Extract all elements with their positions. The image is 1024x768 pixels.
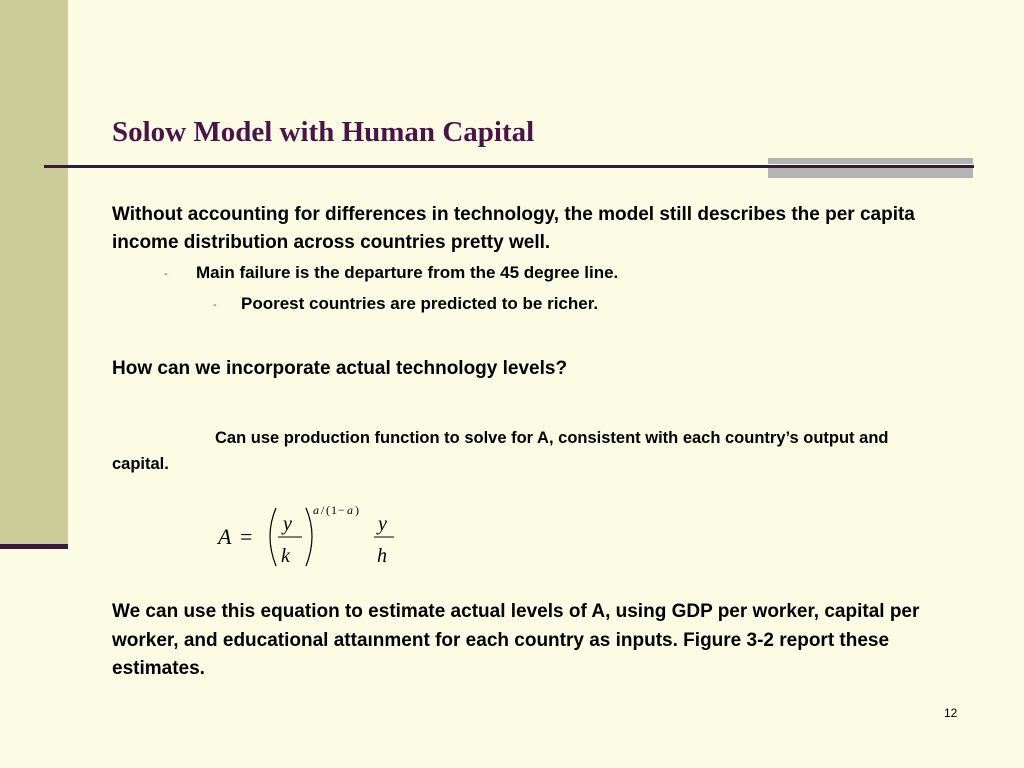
bullet-item-main-failure: Main failure is the departure from the 45 degree line. xyxy=(196,263,619,282)
paragraph-intro: Without accounting for differences in technology, the model still describes the per capita income distribution across countries pretty well. xyxy=(112,204,915,253)
paragraph-question: How can we incorporate actual technology levels? xyxy=(112,358,568,379)
equation-exponent-open: ( xyxy=(326,503,330,517)
equation-technology-level xyxy=(210,496,420,576)
title-rule-decoration xyxy=(768,158,973,178)
equation-exponent-slash: / xyxy=(321,503,325,517)
equation-frac2-numerator: y xyxy=(378,513,387,535)
left-bar-accent-line xyxy=(0,544,68,549)
paragraph-estimates: We can use this equation to estimate actual levels of A, using GDP per worker, capital per worker, and educational attaınment for each country as inputs. Figure 3-2 report these estimates. xyxy=(112,601,920,679)
equation-exponent-close: ) xyxy=(355,503,359,517)
bullet-marker: - xyxy=(213,299,217,311)
equation-equals: = xyxy=(240,524,253,549)
paragraph-production-function: Can use production function to solve for A, consistent with each country’s output and capital. xyxy=(112,429,889,473)
equation-lhs: A xyxy=(218,524,232,549)
equation-exponent-a2: a xyxy=(347,503,353,517)
equation-frac1-denominator: k xyxy=(281,545,290,567)
equation-frac1-numerator: y xyxy=(283,513,292,535)
left-decorative-bar xyxy=(0,0,68,548)
equation-right-paren xyxy=(306,508,312,566)
equation-left-paren xyxy=(270,508,276,566)
slide-title: Solow Model with Human Capital xyxy=(112,116,535,148)
equation-exponent-one: 1 xyxy=(331,503,337,517)
equation-frac2-denominator: h xyxy=(377,545,387,567)
equation-exponent-minus: − xyxy=(338,503,345,517)
equation-exponent-a: a xyxy=(313,503,319,517)
page-number: 12 xyxy=(944,706,958,720)
bullet-marker: - xyxy=(164,268,168,280)
bullet-item-poorest-countries: Poorest countries are predicted to be richer. xyxy=(241,294,599,313)
